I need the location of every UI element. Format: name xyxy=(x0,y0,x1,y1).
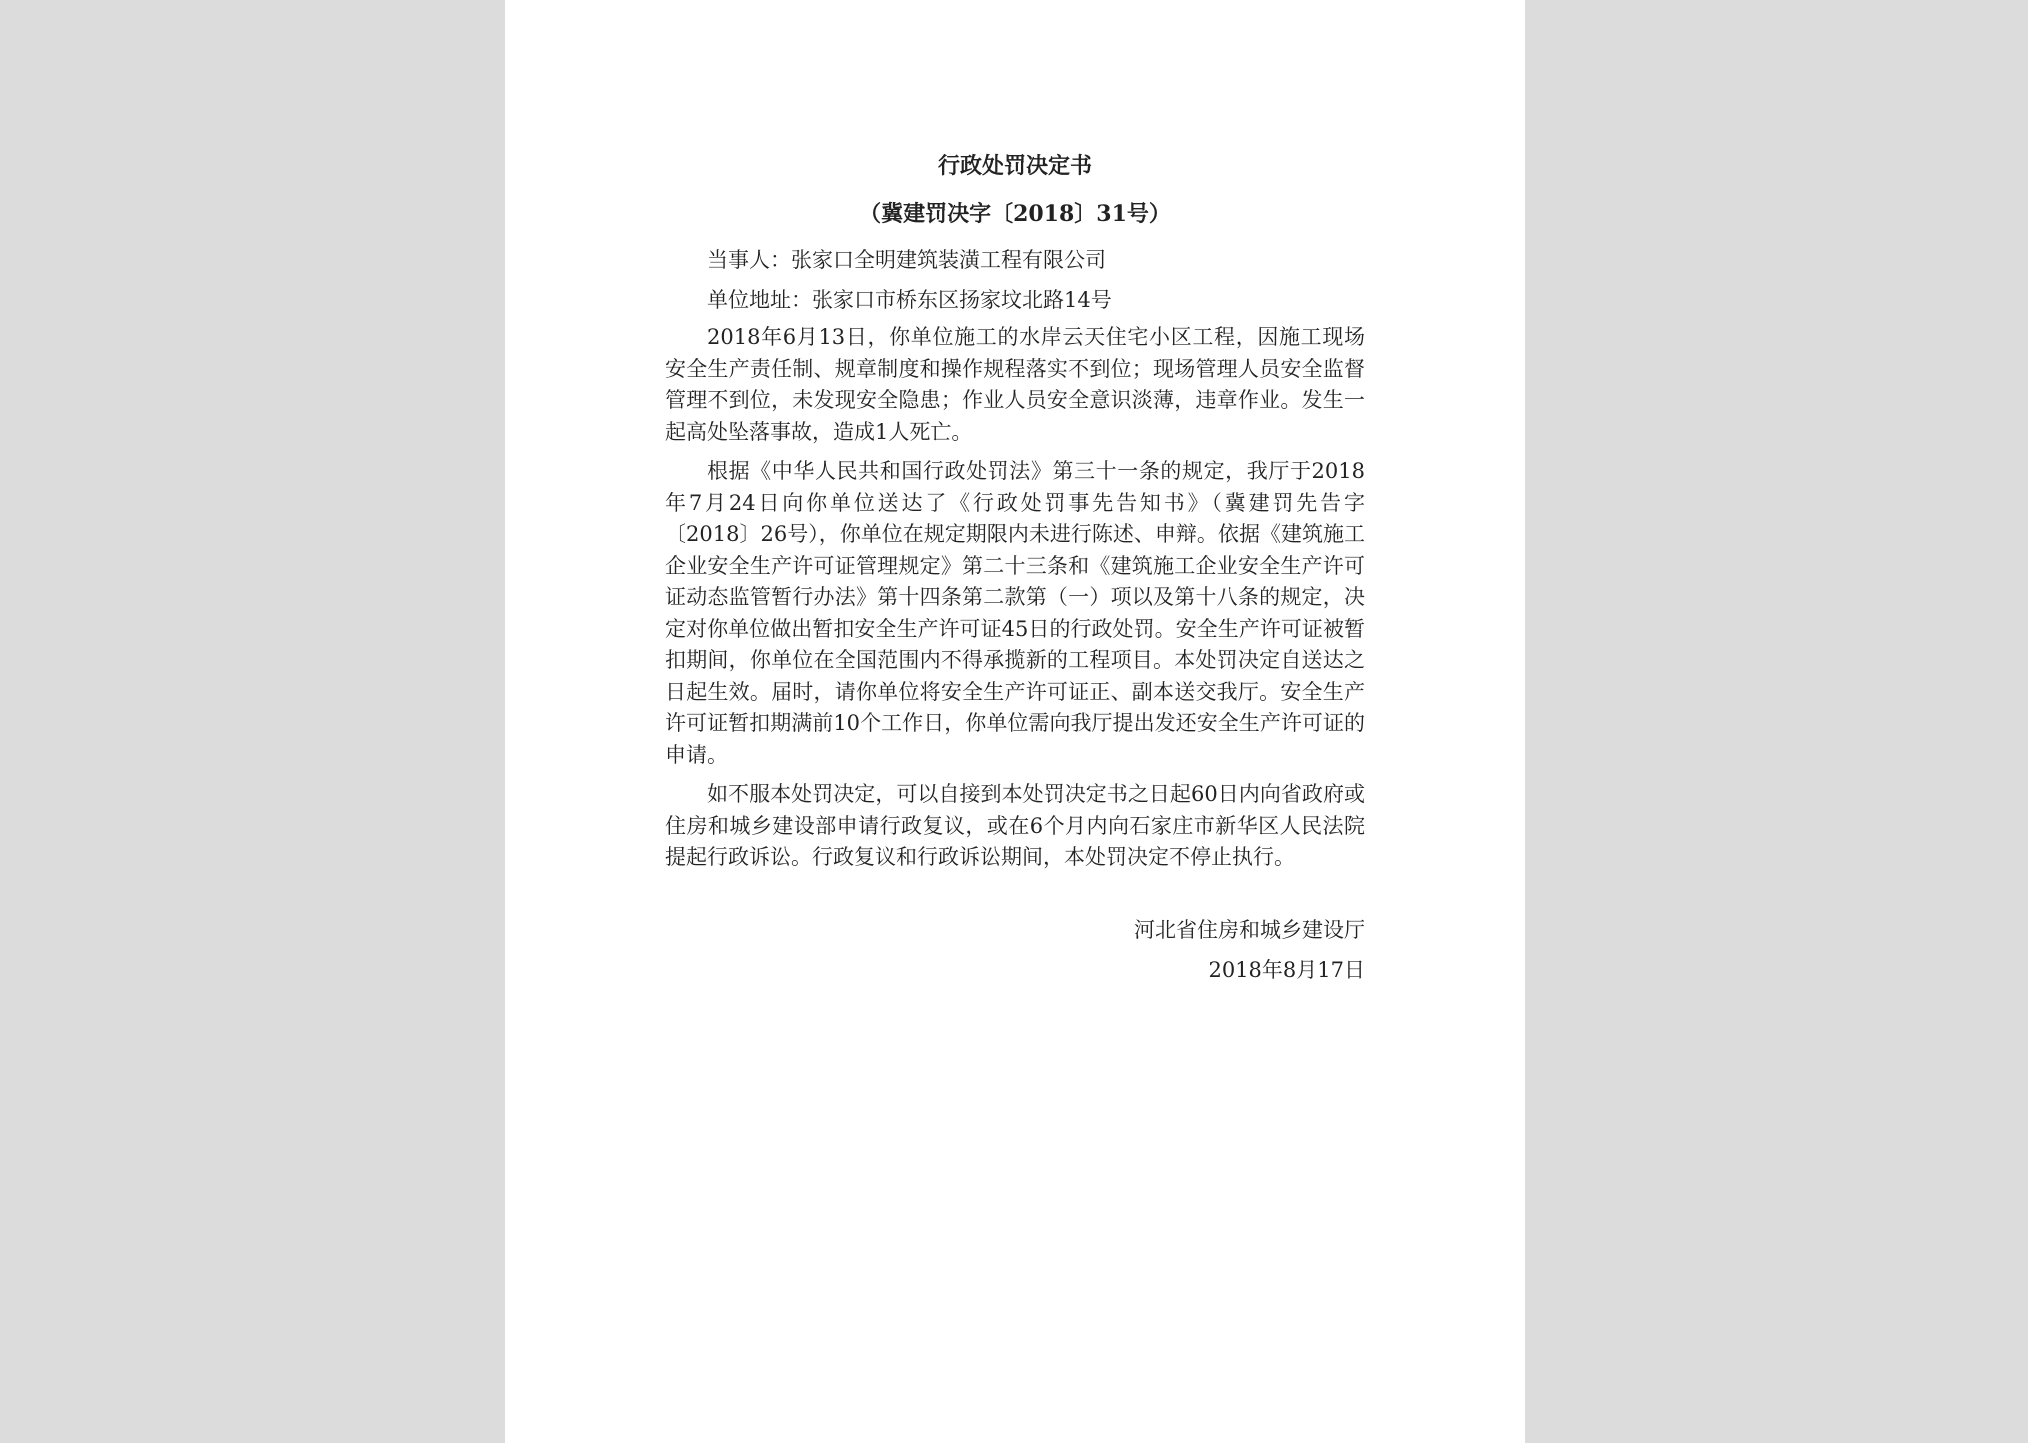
address-line: 单位地址：张家口市桥东区扬家坟北路14号 xyxy=(707,288,1112,312)
paragraph-appeal: 如不服本处罚决定，可以自接到本处罚决定书之日起60日内向省政府或住房和城乡建设部申请行政复议，或在6个月内向石家庄市新华区人民法院提起行政诉讼。行政复议和行政诉讼期间，本处罚决定不停止执行。 xyxy=(665,782,1365,869)
signature-block xyxy=(665,910,1365,990)
document-number: （冀建罚决字〔2018〕31号） xyxy=(859,201,1171,227)
issue-date: 2018年8月17日 xyxy=(1208,957,1365,982)
party-line: 当事人：张家口全明建筑装潢工程有限公司 xyxy=(707,248,1106,272)
paragraph-incident: 2018年6月13日，你单位施工的水岸云天住宅小区工程，因施工现场安全生产责任制、规章制度和操作规程落实不到位；现场管理人员安全监督管理不到位，未发现安全隐患；作业人员安全意识淡薄，违章作业。发生一起高处坠落事故，造成1人死亡。 xyxy=(665,325,1365,444)
document-page xyxy=(505,0,1525,1443)
paragraph-decision: 根据《中华人民共和国行政处罚法》第三十一条的规定，我厅于2018年7月24日向你单位送达了《行政处罚事先告知书》（冀建罚先告字〔2018〕26号），你单位在规定期限内未进行陈述、申辩。依据《建筑施工企业安全生产许可证管理规定》第二十三条和《建筑施工企业安全生产许可证动态监管暂行办法》第十四条第二款第（一）项以及第十八条的规定，决定对你单位做出暂扣安全生产许可证45日的行政处罚。安全生产许可证被暂扣期间，你单位在全国范围内不得承揽新的工程项目。本处罚决定自送达之日起生效。届时，请你单位将安全生产许可证正、副本送交我厅。安全生产许可证暂扣期满前10个工作日，你单位需向我厅提出发还安全生产许可证的申请。 xyxy=(665,459,1365,767)
document-content xyxy=(665,146,1365,990)
issuer-name: 河北省住房和城乡建设厅 xyxy=(1134,917,1365,942)
document-title: 行政处罚决定书 xyxy=(937,153,1092,179)
